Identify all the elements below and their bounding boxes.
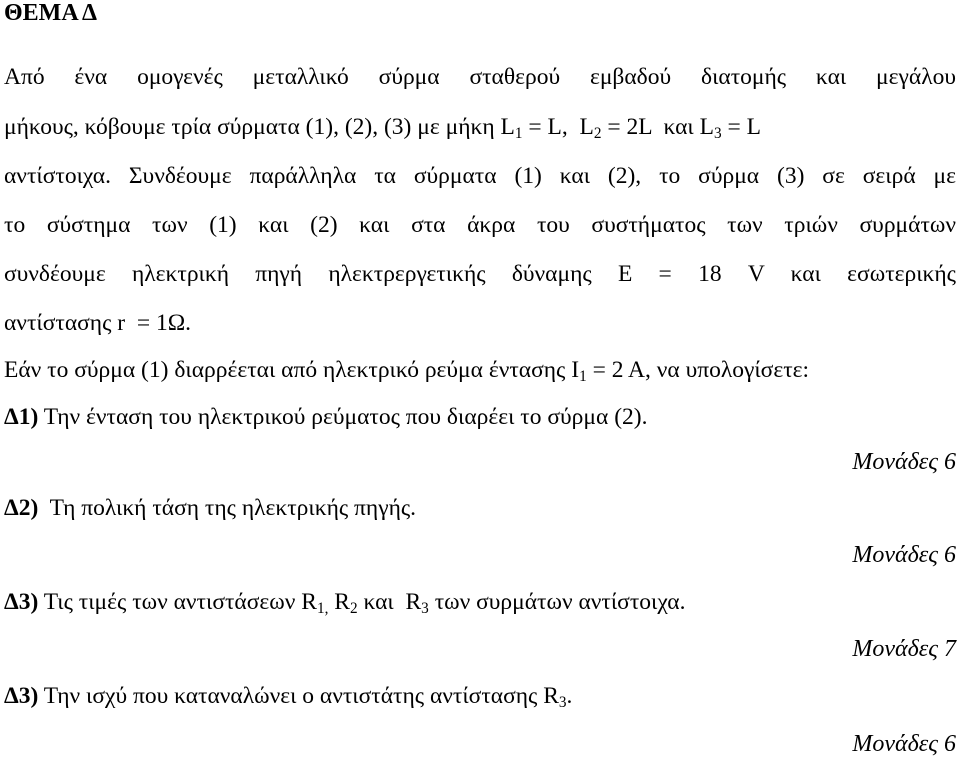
intro-line-6: αντίστασης r = 1Ω.: [4, 310, 192, 336]
intro-line-2: μήκους, κόβουμε τρία σύρματα (1), (2), (3) με μήκη $L_1 = L$, $L_2 = 2L$ και $L_3 = L$: [4, 114, 761, 142]
marks-d4: Μονάδες 6: [852, 731, 956, 757]
page-title: ΘΕΜΑ Δ: [4, 0, 98, 26]
question-d3: Δ3) Τις τιμές των αντιστάσεων $R_{1,}$ $R_2$ και $R_3$ των συρμάτων αντίστοιχα.: [4, 589, 686, 617]
question-d4: Δ3) Την ισχύ που καταναλώνει ο αντιστάτης αντίστασης $R_3$.: [4, 683, 573, 711]
marks-d1: Μονάδες 6: [852, 449, 956, 475]
question-label: Δ3): [4, 683, 39, 709]
intro-line-3: αντίστοιχα. Συνδέουμε παράλληλα τα σύρματα (1) και (2), το σύρμα (3) σε σειρά με: [4, 163, 956, 189]
intro-line-1: Από ένα ομογενές μεταλλικό σύρμα σταθερού εμβαδού διατομής και μεγάλου: [4, 64, 956, 90]
question-d1: Δ1) Την ένταση του ηλεκτρικού ρεύματος που διαρέει το σύρμα (2).: [4, 404, 648, 430]
marks-d2: Μονάδες 6: [852, 542, 956, 568]
question-label: Δ1): [4, 404, 39, 430]
intro-line-4: το σύστημα των (1) και (2) και στα άκρα του συστήματος των τριών συρμάτων: [4, 212, 956, 238]
question-label: Δ2): [4, 495, 39, 521]
given-line: Εάν το σύρμα (1) διαρρέεται από ηλεκτρικό ρεύμα έντασης $I_1 = 2$ A, να υπολογίσετε:: [4, 357, 810, 385]
marks-d3: Μονάδες 7: [852, 636, 956, 662]
question-label: Δ3): [4, 589, 39, 615]
question-d2: Δ2) Τη πολική τάση της ηλεκτρικής πηγής.: [4, 495, 417, 521]
intro-line-5: συνδέουμε ηλεκτρική πηγή ηλεκτρεργετικής δύναμης Ε = 18 V και εσωτερικής: [4, 261, 956, 287]
